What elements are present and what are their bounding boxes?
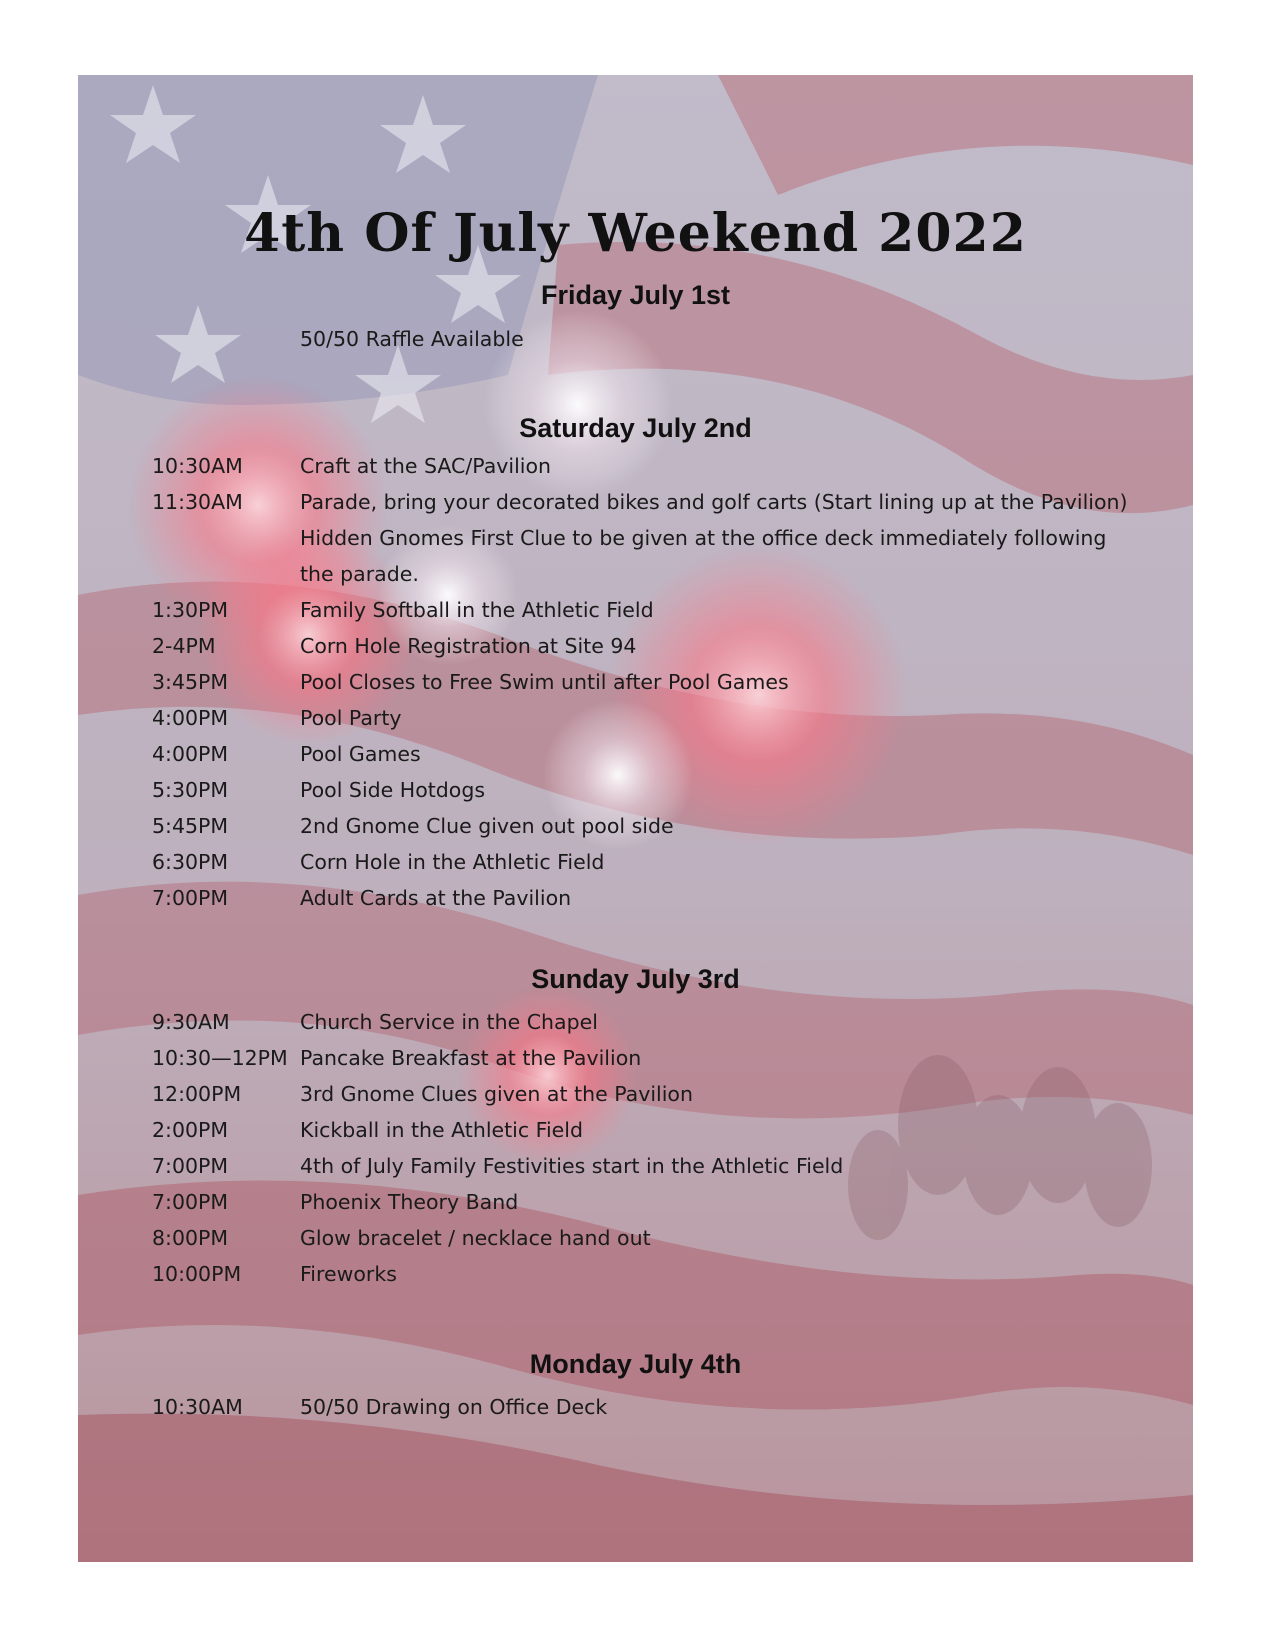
- event-description: Pool Closes to Free Swim until after Pool Games: [300, 670, 789, 694]
- event-row: [152, 321, 1152, 357]
- event-description: Hidden Gnomes First Clue to be given at the office deck immediately following: [300, 526, 1107, 550]
- day-heading: Saturday July 2nd: [519, 413, 752, 443]
- event-time: 9:30AM: [152, 1010, 230, 1034]
- schedule-content: [78, 75, 1193, 1562]
- event-description: Parade, bring your decorated bikes and golf carts (Start lining up at the Pavilion): [300, 490, 1128, 514]
- event-description: 4th of July Family Festivities start in the Athletic Field: [300, 1154, 844, 1178]
- event-row: [152, 628, 1152, 664]
- event-row: [152, 772, 1152, 808]
- event-time: 3:45PM: [152, 670, 229, 694]
- day-heading: Monday July 4th: [529, 1349, 742, 1379]
- event-time: 8:00PM: [152, 1226, 229, 1250]
- event-row: [152, 448, 1152, 484]
- event-time: 7:00PM: [152, 1190, 229, 1214]
- event-description: 50/50 Drawing on Office Deck: [300, 1395, 608, 1419]
- event-row: [152, 484, 1152, 520]
- event-description: Pool Side Hotdogs: [300, 778, 486, 802]
- event-row: [152, 1004, 1152, 1040]
- event-row: [152, 1076, 1152, 1112]
- event-row: [152, 808, 1152, 844]
- event-time: 6:30PM: [152, 850, 229, 874]
- day-heading: Sunday July 3rd: [531, 964, 740, 994]
- event-row: [152, 592, 1152, 628]
- event-time: 12:00PM: [152, 1082, 242, 1106]
- event-description: Glow bracelet / necklace hand out: [300, 1226, 651, 1250]
- event-time: 7:00PM: [152, 1154, 229, 1178]
- event-description: Kickball in the Athletic Field: [300, 1118, 583, 1142]
- event-time: 1:30PM: [152, 598, 229, 622]
- day-heading: Friday July 1st: [540, 280, 731, 310]
- event-time: 11:30AM: [152, 490, 243, 514]
- event-row: [152, 700, 1152, 736]
- event-time: 5:30PM: [152, 778, 229, 802]
- event-time: 10:30—12PM: [152, 1046, 288, 1070]
- event-description: Craft at the SAC/Pavilion: [300, 454, 552, 478]
- event-row: [152, 1220, 1152, 1256]
- event-row: [152, 1256, 1152, 1292]
- event-description: Corn Hole Registration at Site 94: [300, 634, 637, 658]
- event-time: 5:45PM: [152, 814, 229, 838]
- page-title: 4th Of July Weekend 2022: [244, 203, 1027, 264]
- event-row: [152, 520, 1152, 556]
- event-time: 10:30AM: [152, 1395, 243, 1419]
- event-description: the parade.: [300, 562, 419, 586]
- event-row: [152, 1389, 1152, 1425]
- event-description: Fireworks: [300, 1262, 397, 1286]
- event-description: Pool Party: [300, 706, 402, 730]
- event-row: [152, 1184, 1152, 1220]
- event-description: 3rd Gnome Clues given at the Pavilion: [300, 1082, 693, 1106]
- event-row: [152, 1040, 1152, 1076]
- event-row: [152, 1112, 1152, 1148]
- event-row: [152, 1148, 1152, 1184]
- event-description: Phoenix Theory Band: [300, 1190, 519, 1214]
- event-row: [152, 556, 1152, 592]
- event-time: 2-4PM: [152, 634, 216, 658]
- event-row: [152, 880, 1152, 916]
- event-row: [152, 844, 1152, 880]
- event-time: 2:00PM: [152, 1118, 229, 1142]
- event-description: 2nd Gnome Clue given out pool side: [300, 814, 674, 838]
- event-time: 4:00PM: [152, 706, 229, 730]
- event-row: [152, 736, 1152, 772]
- event-description: Pool Games: [300, 742, 421, 766]
- event-time: 7:00PM: [152, 886, 229, 910]
- event-description: 50/50 Raffle Available: [300, 327, 524, 351]
- event-description: Pancake Breakfast at the Pavilion: [300, 1046, 642, 1070]
- event-description: Church Service in the Chapel: [300, 1010, 598, 1034]
- event-description: Corn Hole in the Athletic Field: [300, 850, 605, 874]
- event-description: Family Softball in the Athletic Field: [300, 598, 654, 622]
- event-time: 10:00PM: [152, 1262, 242, 1286]
- event-description: Adult Cards at the Pavilion: [300, 886, 572, 910]
- event-time: 4:00PM: [152, 742, 229, 766]
- event-row: [152, 664, 1152, 700]
- event-time: 10:30AM: [152, 454, 243, 478]
